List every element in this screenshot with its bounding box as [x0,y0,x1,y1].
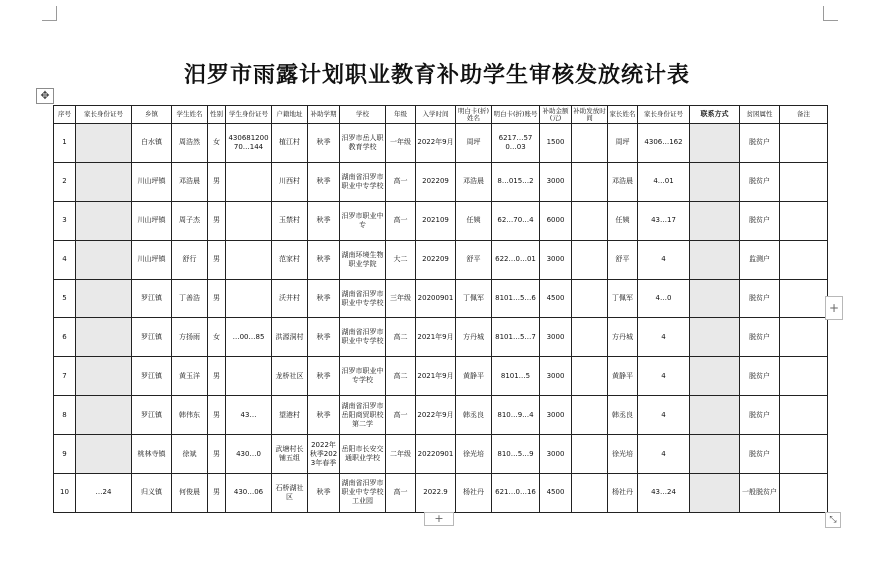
table-cell: 白水镇 [132,124,172,163]
table-cell: 秋季 [308,201,340,240]
table-cell: 脱贫户 [740,279,780,318]
table-cell: 10 [54,474,76,513]
table-cell [572,357,608,396]
column-header: 贫困属性 [740,106,780,124]
table-cell: 20200901 [416,279,456,318]
table-cell: 脱贫户 [740,124,780,163]
table-cell [780,201,828,240]
table-cell: …24 [76,474,132,513]
table-cell: 43…17 [638,201,690,240]
table-cell: 三年级 [386,279,416,318]
table-cell [780,162,828,201]
table-cell: 2022年9月 [416,396,456,435]
table-cell [76,240,132,279]
table-cell: 沃井村 [272,279,308,318]
table-cell: 43… [226,396,272,435]
column-header: 家长姓名 [608,106,638,124]
table-move-icon[interactable]: ✥ [36,88,54,104]
table-row [54,435,828,474]
table-cell: 望港村 [272,396,308,435]
table-cell [76,279,132,318]
table-cell [76,357,132,396]
table-body [54,124,828,513]
table-cell: 秋季 [308,318,340,357]
table-cell: 罗江镇 [132,396,172,435]
table-row [54,201,828,240]
table-cell: 杨社丹 [608,474,638,513]
table-cell: 4306…162 [638,124,690,163]
table-cell: 川山坪镇 [132,240,172,279]
table-cell [226,201,272,240]
add-row-button[interactable]: + [424,512,454,526]
table-cell: 男 [208,474,226,513]
table-cell [780,124,828,163]
table-cell: 5 [54,279,76,318]
table-cell: 秋季 [308,474,340,513]
table-cell: 9 [54,435,76,474]
page-corner-top-right [823,6,838,21]
table-cell: 高一 [386,201,416,240]
table-cell: 玉禁村 [272,201,308,240]
table-cell: 3000 [540,240,572,279]
column-header: 联系方式 [690,106,740,124]
column-header: 明白卡(折)账号 [492,106,540,124]
column-header: 乡镇 [132,106,172,124]
table-cell: 男 [208,162,226,201]
table-cell [690,396,740,435]
table-cell: 2021年9月 [416,318,456,357]
table-cell: 丁佩军 [608,279,638,318]
table-cell: 湖南省汨罗市职业中专学校工业园 [340,474,386,513]
table-cell: 8101…5 [492,357,540,396]
table-cell: 黄玉洋 [172,357,208,396]
table-cell: 2021年9月 [416,357,456,396]
table-cell [76,396,132,435]
table-cell: 202209 [416,162,456,201]
table-cell [226,240,272,279]
table-cell [572,474,608,513]
table-cell: 湖南环境生物职业学院 [340,240,386,279]
table-cell [690,318,740,357]
table-cell [572,396,608,435]
table-cell: 汨罗市职业中专 [340,201,386,240]
table-row [54,124,828,163]
subsidy-table [53,105,827,511]
table-cell: 脱贫户 [740,162,780,201]
table-cell: 监测户 [740,240,780,279]
table-cell: 4500 [540,279,572,318]
table-cell: 43…24 [638,474,690,513]
table-cell [226,162,272,201]
table-cell: 3000 [540,162,572,201]
table-cell: 43068120070…144 [226,124,272,163]
table-cell: 罗江镇 [132,357,172,396]
table-cell [780,357,828,396]
table-cell [76,162,132,201]
page-corner-top-left [42,6,57,21]
table-cell [780,318,828,357]
table-cell: 男 [208,201,226,240]
table-cell: 湖南省汨罗市职业中专学校 [340,162,386,201]
table-cell: 430…0 [226,435,272,474]
table-cell: 3000 [540,318,572,357]
table-cell: 川西村 [272,162,308,201]
table-cell: 8…015…2 [492,162,540,201]
column-header: 备注 [780,106,828,124]
table-cell: 1500 [540,124,572,163]
table-cell: 430…06 [226,474,272,513]
table-cell: 大二 [386,240,416,279]
table-cell: 2022年9月 [416,124,456,163]
table-cell: 4…0 [638,279,690,318]
table-cell: 任姨 [456,201,492,240]
table-cell: 湖南省汨罗市职业中专学校 [340,318,386,357]
table-cell: 方丹城 [608,318,638,357]
table-cell: 高一 [386,474,416,513]
column-header: 入学时间 [416,106,456,124]
table-cell: 秋季 [308,124,340,163]
table-cell: 810…9…4 [492,396,540,435]
table-cell: 4 [638,357,690,396]
table-cell: 脱贫户 [740,435,780,474]
table-cell: 3000 [540,357,572,396]
table-cell [690,435,740,474]
table-cell: 3000 [540,396,572,435]
table-cell: 邓浩晨 [456,162,492,201]
table-cell: 3000 [540,435,572,474]
table-cell: 舒行 [172,240,208,279]
table-cell [690,124,740,163]
table-cell: 周子杰 [172,201,208,240]
table-cell [572,318,608,357]
table-cell: 龙桥社区 [272,357,308,396]
table-cell: 4 [638,435,690,474]
column-header: 学生身份证号 [226,106,272,124]
table-cell: 汨罗市职业中专学校 [340,357,386,396]
table-cell: 脱贫户 [740,357,780,396]
table-row [54,240,828,279]
column-header: 补助金额(元) [540,106,572,124]
table-cell [572,124,608,163]
table-cell: 韩丞良 [456,396,492,435]
table-cell: 武塘村长铺五组 [272,435,308,474]
table-cell: 韩丞良 [608,396,638,435]
table-cell: 男 [208,435,226,474]
table-cell: 脱贫户 [740,396,780,435]
table-cell: 周坪 [456,124,492,163]
table-cell [780,396,828,435]
table-row [54,396,828,435]
table-cell: 徐斌 [172,435,208,474]
table-cell: 秋季 [308,396,340,435]
column-header: 学生姓名 [172,106,208,124]
column-header: 家长身份证号 [638,106,690,124]
table-cell: 6217…570…03 [492,124,540,163]
table-cell: 川山坪镇 [132,201,172,240]
table-cell [690,357,740,396]
table-cell: 202109 [416,201,456,240]
table-row [54,318,828,357]
table-cell: 男 [208,357,226,396]
table-cell: 高一 [386,396,416,435]
table-cell: 湖南省汨罗市职业中专学校 [340,279,386,318]
table-cell: 4 [638,318,690,357]
column-header: 序号 [54,106,76,124]
table-row [54,162,828,201]
table-cell: 810…5…9 [492,435,540,474]
table-cell [690,474,740,513]
table-cell: 岳阳市长安交通职业学校 [340,435,386,474]
table-cell: 女 [208,124,226,163]
table-cell: 洪源洞村 [272,318,308,357]
table-cell [572,201,608,240]
column-header: 补助学期 [308,106,340,124]
table-cell: 62…70…4 [492,201,540,240]
table-cell [780,474,828,513]
table-row [54,279,828,318]
table-cell: 丁善浩 [172,279,208,318]
table-cell [226,279,272,318]
column-header: 学校 [340,106,386,124]
table-cell [690,240,740,279]
table-cell: 二年级 [386,435,416,474]
table-cell [76,124,132,163]
table-cell [780,435,828,474]
table-cell [572,162,608,201]
column-header: 户籍地址 [272,106,308,124]
table-cell: 6000 [540,201,572,240]
table-cell: 20220901 [416,435,456,474]
table-cell: 脱贫户 [740,318,780,357]
table-cell: 高二 [386,318,416,357]
table-cell: 舒平 [456,240,492,279]
table-cell: 4…01 [638,162,690,201]
table-cell: 女 [208,318,226,357]
table-cell [690,162,740,201]
table-cell: 1 [54,124,76,163]
table-cell: 2022.9 [416,474,456,513]
table-cell: 8 [54,396,76,435]
table-row [54,474,828,513]
table-cell: 周浩然 [172,124,208,163]
table-cell: 4500 [540,474,572,513]
table-cell: 2 [54,162,76,201]
table-cell: 一般脱贫户 [740,474,780,513]
table-cell: 男 [208,279,226,318]
table-cell: 一年级 [386,124,416,163]
table-cell: 高一 [386,162,416,201]
table-cell: 邓浩晨 [172,162,208,201]
column-header: 明白卡(折)姓名 [456,106,492,124]
table-cell [690,201,740,240]
table-cell: 植江村 [272,124,308,163]
table-cell: 方丹城 [456,318,492,357]
table-cell: 4 [638,240,690,279]
table-cell: 任姨 [608,201,638,240]
table-cell: 湖南省汨罗市岳阳商贸职校第二学 [340,396,386,435]
table-cell: 舒平 [608,240,638,279]
table-cell: 6 [54,318,76,357]
table-header-row [54,106,828,124]
table-cell: 丁佩军 [456,279,492,318]
table-cell: …00…85 [226,318,272,357]
table-cell [226,357,272,396]
table-cell [780,240,828,279]
table-cell: 杨社丹 [456,474,492,513]
table-cell: 石桥湖社区 [272,474,308,513]
table-cell [572,279,608,318]
table-cell: 黄静平 [456,357,492,396]
table-cell: 罗江镇 [132,279,172,318]
table-cell: 秋季 [308,162,340,201]
table-cell: 621…0…16 [492,474,540,513]
table-cell: 男 [208,240,226,279]
table-cell: 桃林寺镇 [132,435,172,474]
document-title: 汨罗市雨露计划职业教育补助学生审核发放统计表 [183,62,690,88]
table-cell: 归义镇 [132,474,172,513]
table-cell: 2022年秋季2023年春季 [308,435,340,474]
table-cell: 202209 [416,240,456,279]
table-resize-handle-icon[interactable]: ⤡ [825,512,841,528]
table-cell: 男 [208,396,226,435]
table-cell: 8101…5…6 [492,279,540,318]
table-cell: 徐光培 [608,435,638,474]
table-cell: 8101…5…7 [492,318,540,357]
table-cell: 川山坪镇 [132,162,172,201]
table-cell [572,240,608,279]
table-cell: 范家村 [272,240,308,279]
table-cell: 高二 [386,357,416,396]
table-cell: 4 [638,396,690,435]
table-cell: 邓浩晨 [608,162,638,201]
table-cell: 秋季 [308,240,340,279]
table-cell [76,201,132,240]
table-cell: 7 [54,357,76,396]
column-header: 家长身份证号 [76,106,132,124]
table-cell: 4 [54,240,76,279]
column-header: 补助发放时间 [573,106,606,122]
table-cell: 脱贫户 [740,201,780,240]
table-cell: 622…0…01 [492,240,540,279]
add-column-button[interactable]: + [825,296,843,320]
table-cell: 秋季 [308,357,340,396]
table-cell: 3 [54,201,76,240]
table-cell: 徐光培 [456,435,492,474]
table-cell [76,318,132,357]
table-cell [76,435,132,474]
table-cell [780,279,828,318]
table-cell: 周坪 [608,124,638,163]
table-cell [690,279,740,318]
table-cell: 韩伟东 [172,396,208,435]
table-cell: 方扬雨 [172,318,208,357]
table-cell [572,435,608,474]
table-cell: 黄静平 [608,357,638,396]
table-cell: 秋季 [308,279,340,318]
column-header: 年级 [386,106,416,124]
column-header: 性别 [208,106,226,124]
table-cell: 何俊晨 [172,474,208,513]
table-cell: 罗江镇 [132,318,172,357]
table-cell: 汨罗市岳人职教育学校 [340,124,386,163]
table-row [54,357,828,396]
